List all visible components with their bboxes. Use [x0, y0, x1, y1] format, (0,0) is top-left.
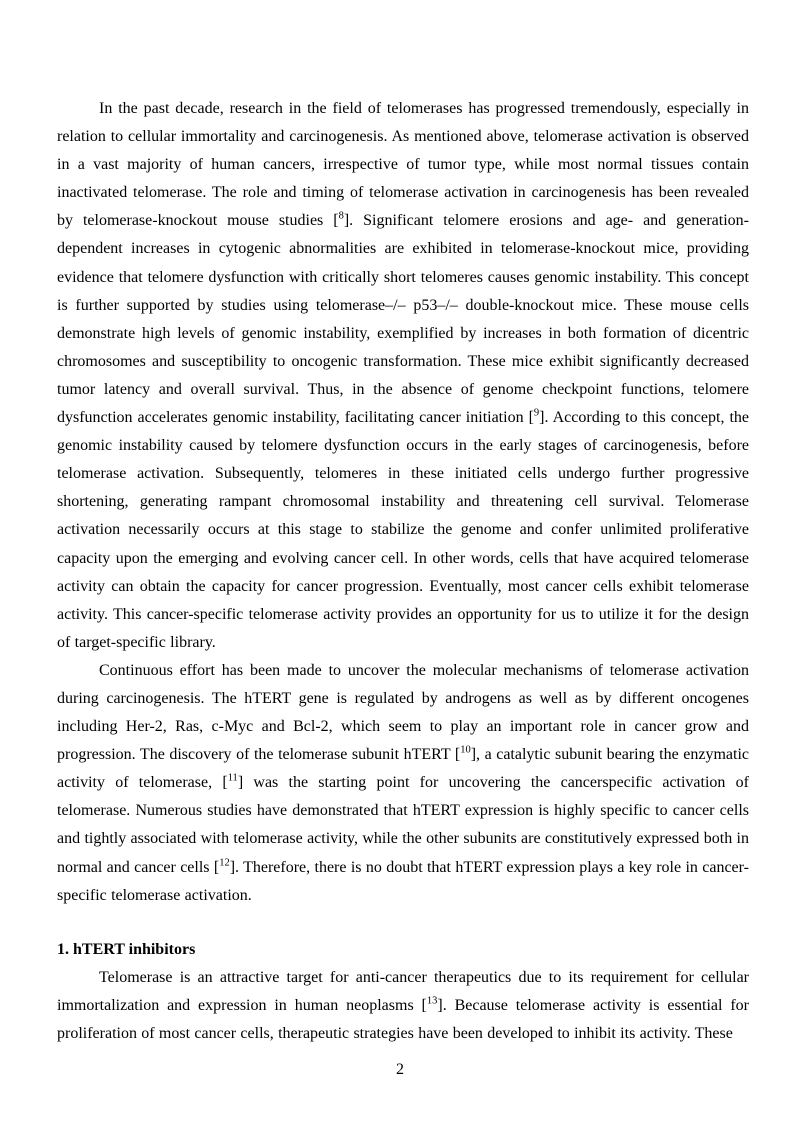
paragraph-text: In the past decade, research in the field of telomerases has progressed tremendously, especially in relation to cellular immortality and carcinogenesis. As mentioned above, telomerase activation is observed in a vast majority of human cancers, irrespective of tumor type, while most normal tissues contain inactivated telomerase. The role and timing of telomerase activation in carcinogenesis has been revealed by telomerase-knockout mouse studies [ [57, 100, 749, 230]
reference-mark-13: 13 [426, 995, 438, 1007]
paragraph-text: ]. Because telomerase activity is essential for proliferation of most cancer cells, therapeutic strategies have been developed to inhibit its activity. These [57, 996, 749, 1042]
paragraph-text: ]. Significant telomere erosions and age- and generation-dependent increases in cytogenic abnormalities are exhibited in telomerase-knockout mice, providing evidence that telomere dysfunction with critically short telomeres causes genomic instability. This concept is further supported by studies using telomerase–/– p53–/– double-knockout mice. These mouse cells demonstrate high levels of genomic instability, exemplified by increases in both formation of dicentric chromosomes and susceptibility to oncogenic transformation. These mice exhibit significantly decreased tumor latency and overall survival. Thus, in the absence of genome checkpoint functions, telomere dysfunction accelerates genomic instability, facilitating cancer initiation [ [57, 212, 749, 427]
paragraph-htert-inhibitors-intro [57, 964, 749, 1048]
reference-mark-12: 12 [219, 857, 230, 869]
section-heading-htert-inhibitors: 1. hTERT inhibitors [57, 940, 196, 958]
paragraph-htert-mechanisms [57, 657, 749, 910]
document-body [57, 95, 749, 1048]
page-number: 2 [396, 1061, 404, 1078]
reference-mark-11: 11 [227, 772, 238, 784]
paragraph-text: ], a catalytic subunit bearing the enzymatic activity of telomerase, [ [57, 746, 749, 792]
reference-mark-8: 8 [338, 211, 344, 223]
paragraph-text: ] was the starting point for uncovering the cancerspecific activation of telomerase. Numerous studies have demonstrated that hTERT expression is highly specific to cancer cells and tightly associated with telomerase activity, while the other subunits are constitutively expressed both in normal and cancer cells [ [57, 774, 749, 876]
paragraph-text: Continuous effort has been made to uncover the molecular mechanisms of telomerase activation during carcinogenesis. The hTERT gene is regulated by androgens as well as by different oncogenes including Her-2, Ras, c-Myc and Bcl-2, which seem to play an important role in cancer grow and progression. The discovery of the telomerase subunit hTERT [ [57, 661, 749, 764]
reference-mark-10: 10 [460, 744, 471, 756]
paragraph-text: Telomerase is an attractive target for anti-cancer therapeutics due to its requirement for cellular immortalization and expression in human neoplasms [ [57, 968, 749, 1014]
paragraph-telomerase-overview [57, 95, 749, 657]
paragraph-text: ]. According to this concept, the genomic instability caused by telomere dysfunction occurs in the early stages of carcinogenesis, before telomerase activation. Subsequently, telomeres in these initiated cells undergo further progressive shortening, generating rampant chromosomal instability and threatening cell survival. Telomerase activation necessarily occurs at this stage to stabilize the genome and confer unlimited proliferative capacity upon the emerging and evolving cancer cell. In other words, cells that have acquired telomerase activity can obtain the capacity for cancer progression. Eventually, most cancer cells exhibit telomerase activity. This cancer-specific telomerase activity provides an opportunity for us to utilize it for the design of target-specific library. [57, 409, 749, 651]
paragraph-text: ]. Therefore, there is no doubt that hTERT expression plays a key role in cancer-specific telomerase activation. [57, 858, 749, 904]
reference-mark-9: 9 [533, 407, 540, 419]
